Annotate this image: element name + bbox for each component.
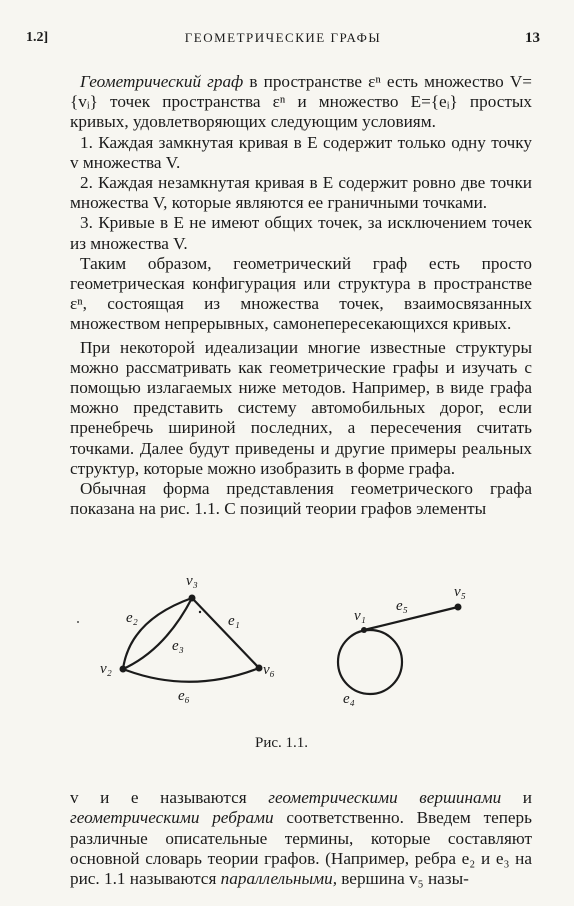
label-v5: v₅	[454, 584, 466, 600]
edge-e6	[123, 668, 259, 682]
paragraph-examples: При некоторой идеализации многие известные структуры можно рассматривать как геометрические графы и изучать с помощью излагаемых ниже методов. Например, в виде графа можно представить систему автомобильных дорог, если пренебречь шириной последних, а пересечения считать точками. Далее будут приведены и другие примеры реальных структур, которые можно изобразить в форме графа.	[70, 337, 532, 478]
page-number: 13	[525, 30, 540, 46]
label-v1: v₁	[354, 608, 366, 624]
vertex-v1	[361, 627, 367, 633]
condition-1: 1. Каждая замкнутая кривая в E содержит только одну точку v множества V.	[70, 132, 532, 172]
vertex-v5	[455, 604, 462, 611]
vertex-v6	[256, 665, 263, 672]
condition-2: 2. Каждая незамкнутая кривая в E содержит ровно две точки множества V, которые являются ее граничными точками.	[70, 173, 532, 213]
condition-3: 3. Кривые в E не имеют общих точек, за исключением точек из множества V.	[70, 213, 532, 253]
label-e5: e₅	[396, 598, 408, 614]
running-header	[26, 30, 540, 50]
body-text-top	[70, 72, 532, 519]
label-e4: e₄	[343, 691, 355, 707]
figure-caption: Рис. 1.1.	[255, 735, 309, 751]
body-text-bottom	[70, 771, 532, 906]
term-geometric-graph: Геометрический граф	[80, 72, 244, 91]
label-e1: e₁	[228, 613, 240, 629]
edge-e3	[123, 598, 192, 669]
definition-text: в пространстве εⁿ есть множество V={vᵢ} точек пространства εⁿ и множество E={eᵢ} простых кривых, удовлетворяющих следующим условиям.	[70, 72, 532, 132]
edge-e2	[123, 598, 192, 669]
label-v2: v₂	[100, 661, 112, 677]
label-e2: e₂	[126, 610, 138, 626]
edge-e5	[364, 607, 458, 630]
label-e6: e₆	[178, 688, 190, 704]
paragraph-terms: v и e называются геометрическими вершинами и геометрическими ребрами соответственно. Введем теперь различные описательные термины, которые составляют основной словарь теории графов. (Например, ребра e₂ и e₃ на рис. 1.1 называются параллельными, вершина v₅ назы-	[70, 788, 532, 888]
section-number: 1.2]	[26, 30, 49, 45]
term-geometric-vertices: геометрическими вершинами	[268, 788, 502, 808]
paragraph-summary: Таким образом, геометрический граф есть просто геометрическая конфигурация или структура в пространстве εⁿ, состоящая из множества точек, взаимосвязанных множеством непрерывных, самонепересекающихся кривых.	[70, 253, 532, 334]
vertex-v2	[120, 666, 127, 673]
term-geometric-edges: геометрическими ребрами	[70, 808, 274, 828]
paragraph-definition	[70, 72, 532, 133]
loop-e4	[338, 630, 402, 694]
label-e3: e₃	[172, 638, 184, 654]
edge-e1	[192, 598, 259, 668]
running-title: ГЕОМЕТРИЧЕСКИЕ ГРАФЫ	[184, 30, 382, 45]
paragraph-figure-ref: Обычная форма представления геометрического графа показана на рис. 1.1. С позиций теории графов элементы	[70, 479, 532, 519]
term-parallel: параллельными,	[220, 869, 337, 888]
label-v6: v₆	[263, 662, 275, 678]
vertex-v3	[189, 595, 196, 602]
label-v3: v₃	[186, 573, 198, 589]
graph-diagram	[60, 570, 540, 740]
